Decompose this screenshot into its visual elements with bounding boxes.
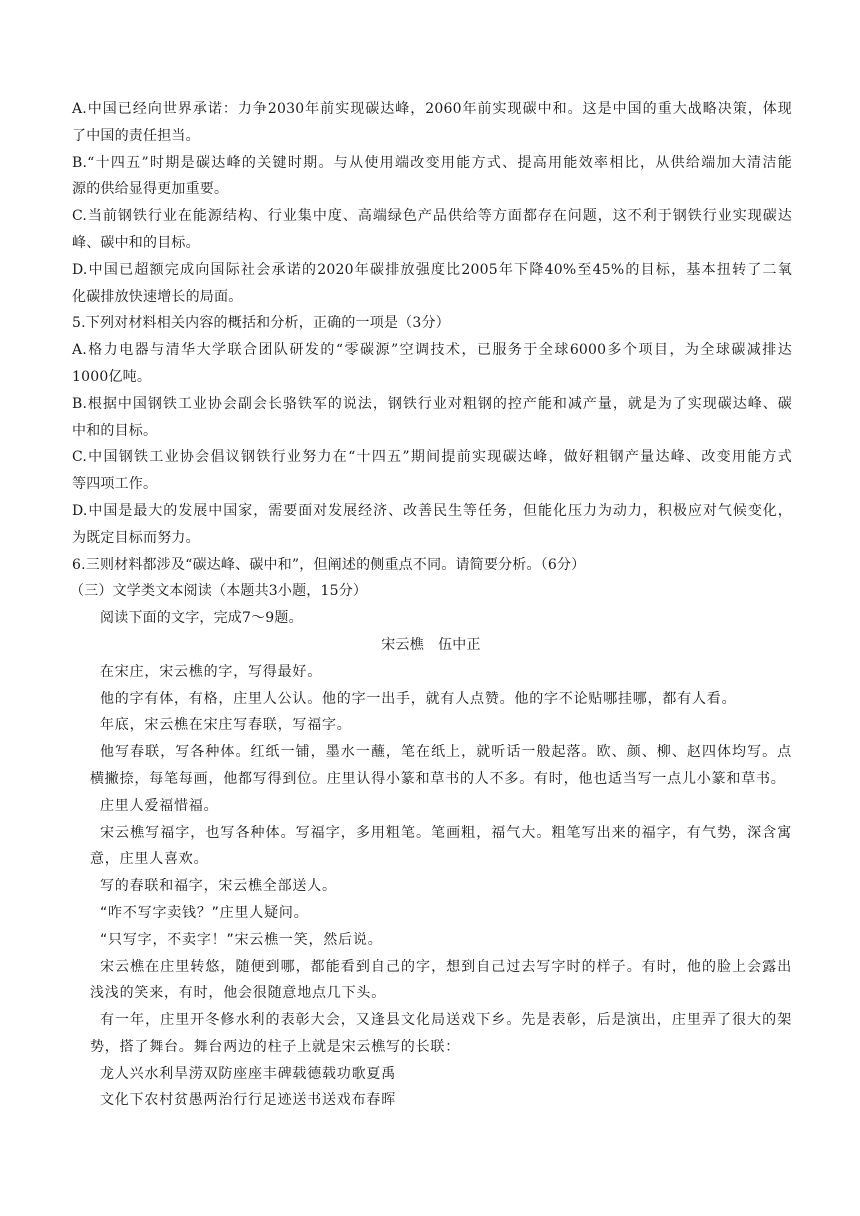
q5-option-d-line1: D.中国是最大的发展中国家，需要面对发展经济、改善民生等任务，但能化压力为动力，积极应对气候变化，	[72, 502, 792, 519]
story-paragraph-3: 年底，宋云樵在宋庄写春联，写福字。	[100, 717, 352, 734]
q4-option-d-line1: D.中国已超额完成向国际社会承诺的2020年碳排放强度比2005年下降40%至45%的目标，基本扭转了二氧	[72, 261, 792, 278]
story-paragraph-10-line1: 宋云樵在庄里转悠，随便到哪，都能看到自己的字，想到自己过去写字时的样子。有时，他的脸上会露出	[100, 958, 792, 975]
q5-option-c-line1: C.中国钢铁工业协会倡议钢铁行业努力在“十四五”期间提前实现碳达峰，做好粗钢产量达峰、改变用能方式	[72, 449, 792, 466]
story-paragraph-8: “咋不写字卖钱？”庄里人疑问。	[100, 904, 309, 921]
q4-option-b-line2: 源的供给显得更加重要。	[72, 181, 229, 198]
story-paragraph-11-line1: 有一年，庄里开冬修水利的表彰大会，又逢县文化局送戏下乡。先是表彰，后是演出，庄里弄了很大的架	[100, 1012, 792, 1029]
couplet-line-1: 龙人兴水利旱涝双防座座丰碑载德载功歌夏禹	[100, 1065, 396, 1082]
q6-question: 6.三则材料都涉及“碳达峰、碳中和”，但阐述的侧重点不同。请简要分析。（6分）	[72, 556, 586, 573]
story-paragraph-5: 庄里人爱福惜福。	[100, 797, 219, 814]
q4-option-c-line1: C.当前钢铁行业在能源结构、行业集中度、高端绿色产品供给等方面都存在问题，这不利于钢铁行业实现碳达	[72, 208, 792, 225]
couplet-line-2: 文化下农村贫愚两治行行足迹送书送戏布春晖	[100, 1092, 396, 1109]
q5-option-b-line2: 中和的目标。	[72, 422, 158, 439]
q4-option-b-line1: B.“十四五”时期是碳达峰的关键时期。与从使用端改变用能方式、提高用能效率相比，从供给端加大清洁能	[72, 154, 792, 171]
story-paragraph-2: 他的字有体，有格，庄里人公认。他的字一出手，就有人点赞。他的字不论贴哪挂哪，都有人看。	[100, 690, 737, 707]
q5-option-c-line2: 等四项工作。	[72, 476, 158, 493]
q5-option-a-line1: A.格力电器与清华大学联合团队研发的“零碳源”空调技术，已服务于全球6000多个项目，为全球碳减排达	[72, 342, 792, 359]
q5-option-b-line1: B.根据中国钢铁工业协会副会长骆铁军的说法，钢铁行业对粗钢的控产能和减产量，就是为了实现碳达峰、碳	[72, 395, 792, 412]
q5-option-a-line2: 1000亿吨。	[72, 368, 152, 385]
q4-option-a-line2: 了中国的责任担当。	[72, 127, 200, 144]
q5-option-d-line2: 为既定目标而努力。	[72, 529, 200, 546]
q5-stem: 5.下列对材料相关内容的概括和分析，正确的一项是（3分）	[72, 315, 450, 332]
q4-option-c-line2: 峰、碳中和的目标。	[72, 234, 200, 251]
story-paragraph-9: “只写字，不卖字！”宋云樵一笑，然后说。	[100, 931, 383, 948]
story-paragraph-10-line2: 浅浅的笑来，有时，他会很随意地点几下头。	[90, 985, 386, 1002]
story-paragraph-4-line2: 横撇捺，每笔每画，他都写得到位。庄里认得小篆和草书的人不多。有时，他也适当写一点儿小篆和草书。	[90, 770, 786, 787]
section3-heading: （三）文学类文本阅读（本题共3小题，15分）	[70, 583, 368, 600]
story-paragraph-6-line1: 宋云樵写福字，也写各种体。写福字，多用粗笔。笔画粗，福气大。粗笔写出来的福字，有气势，深含寓	[100, 824, 792, 841]
story-paragraph-1: 在宋庄，宋云樵的字，写得最好。	[100, 663, 322, 680]
q4-option-a-line1: A.中国已经向世界承诺：力争2030年前实现碳达峰，2060年前实现碳中和。这是中国的重大战略决策，体现	[72, 101, 792, 117]
q4-option-d-line2: 化碳排放快速增长的局面。	[72, 288, 243, 305]
story-paragraph-6-line2: 意，庄里人喜欢。	[90, 851, 209, 868]
section3-instruction: 阅读下面的文字，完成7～9题。	[100, 610, 303, 627]
story-paragraph-4-line1: 他写春联，写各种体。红纸一铺，墨水一蘸，笔在纸上，就听话一般起落。欧、颜、柳、赵四体均写。点	[100, 744, 792, 761]
story-paragraph-11-line2: 势，搭了舞台。舞台两边的柱子上就是宋云樵写的长联：	[90, 1038, 460, 1055]
story-paragraph-7: 写的春联和福字，宋云樵全部送人。	[100, 878, 337, 895]
story-title: 宋云樵 伍中正	[381, 636, 481, 653]
document-page	[70, 96, 792, 1114]
